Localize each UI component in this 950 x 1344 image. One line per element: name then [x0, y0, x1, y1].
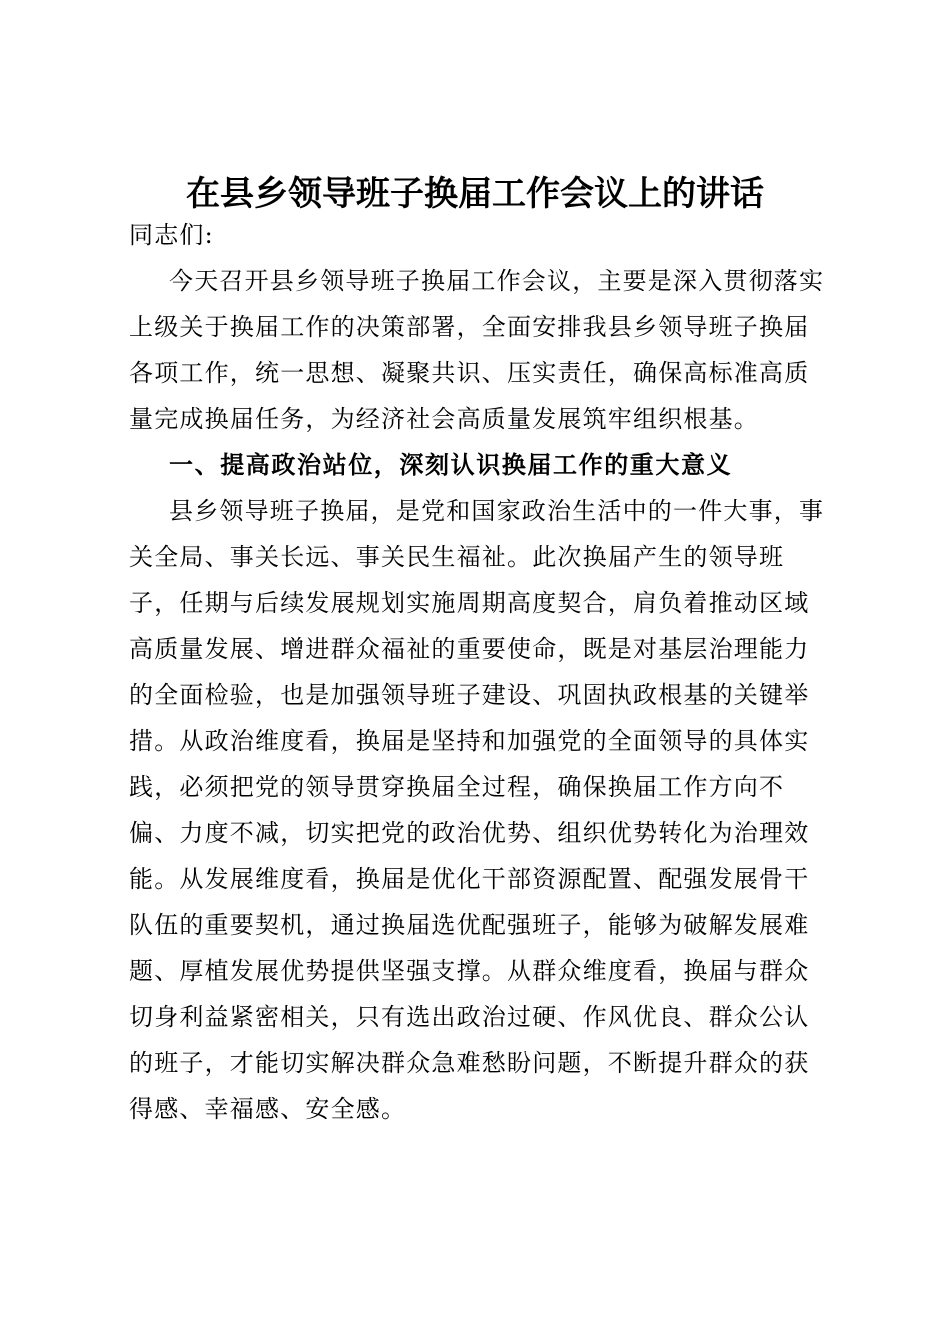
paragraph-line: 践，必须把党的领导贯穿换届全过程，确保换届工作方向不	[129, 773, 785, 801]
paragraph-line: 题、厚植发展优势提供坚强支撑。从群众维度看，换届与群众	[129, 957, 810, 985]
paragraph-line: 的全面检验，也是加强领导班子建设、巩固执政根基的关键举	[129, 681, 810, 709]
paragraph-line: 县乡领导班子换届，是党和国家政治生活中的一件大事，事	[169, 497, 825, 525]
document-body	[129, 212, 824, 1132]
paragraph-line: 切身利益紧密相关，只有选出政治过硬、作风优良、群众公认	[129, 1003, 810, 1031]
paragraph-line: 上级关于换届工作的决策部署，全面安排我县乡领导班子换届	[129, 313, 810, 341]
paragraph-line: 关全局、事关长远、事关民生福祉。此次换届产生的领导班	[129, 543, 785, 571]
paragraph-section-1	[129, 488, 824, 1132]
paragraph-line: 量完成换届任务，为经济社会高质量发展筑牢组织根基。	[129, 405, 759, 433]
paragraph-line: 能。从发展维度看，换届是优化干部资源配置、配强发展骨干	[129, 865, 810, 893]
document-title: 在县乡领导班子换届工作会议上的讲话	[186, 174, 764, 214]
paragraph-line: 队伍的重要契机，通过换届选优配强班子，能够为破解发展难	[129, 911, 810, 939]
paragraph-line: 措。从政治维度看，换届是坚持和加强党的全面领导的具体实	[129, 727, 810, 755]
paragraph-intro	[129, 258, 824, 442]
paragraph-line: 今天召开县乡领导班子换届工作会议，主要是深入贯彻落实	[169, 267, 825, 295]
paragraph-line: 得感、幸福感、安全感。	[129, 1095, 407, 1123]
paragraph-line: 子，任期与后续发展规划实施周期高度契合，肩负着推动区域	[129, 589, 810, 617]
paragraph-line: 偏、力度不减，切实把党的政治优势、组织优势转化为治理效	[129, 819, 810, 847]
paragraph-line: 各项工作，统一思想、凝聚共识、压实责任，确保高标准高质	[129, 359, 810, 387]
paragraph-line: 高质量发展、增进群众福祉的重要使命，既是对基层治理能力	[129, 635, 810, 663]
salutation: 同志们:	[129, 221, 214, 249]
paragraph-line: 的班子，才能切实解决群众急难愁盼问题，不断提升群众的获	[129, 1049, 810, 1077]
section-heading-1: 一、提高政治站位，深刻认识换届工作的重大意义	[169, 451, 733, 479]
